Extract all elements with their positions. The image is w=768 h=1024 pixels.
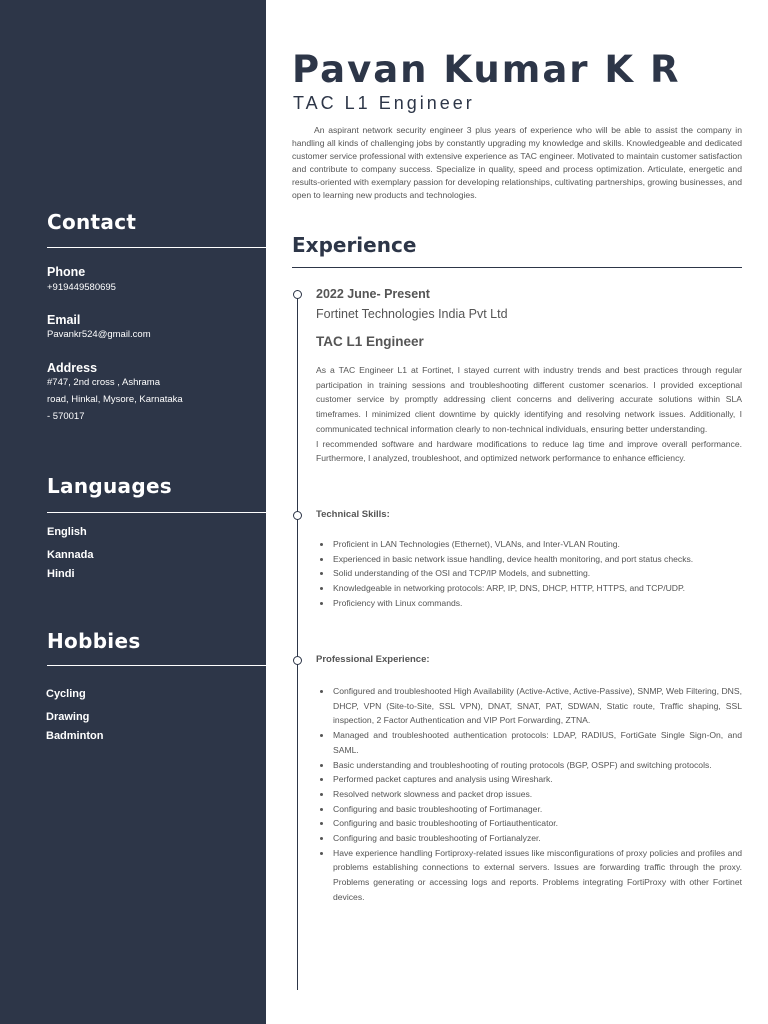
list-item: Configuring and basic troubleshooting of Fortiauthenticator. — [316, 816, 742, 831]
language-item: English — [47, 526, 87, 538]
list-item: Performed packet captures and analysis using Wireshark. — [316, 772, 742, 787]
address-line: road, Hinkal, Mysore, Karnataka — [47, 394, 183, 405]
timeline-line — [297, 290, 298, 990]
phone-value: +919449580695 — [47, 282, 116, 293]
languages-divider — [47, 512, 266, 513]
job-description-paragraph: I recommended software and hardware modifications to reduce lag time and improve overall performance. Furthermore, I analyzed, troubleshoot, and optimized network performance to enhance efficiency. — [316, 438, 742, 464]
language-item: Hindi — [47, 568, 75, 580]
contact-divider — [47, 247, 266, 248]
phone-label: Phone — [47, 265, 86, 279]
hobby-item: Cycling — [46, 688, 86, 700]
list-item: Solid understanding of the OSI and TCP/IP Models, and subnetting. — [316, 566, 742, 581]
language-item: Kannada — [47, 549, 94, 561]
list-item: Configuring and basic troubleshooting of Fortianalyzer. — [316, 831, 742, 846]
job-title: TAC L1 Engineer — [316, 334, 424, 349]
hobby-item: Badminton — [46, 730, 104, 742]
list-item: Have experience handling Fortiproxy-related issues like misconfigurations of proxy policies and profiles and problems establishing connections to external servers. Issues are forwarding traffic through the proxy. Problems generating or accessing logs and reports. Problems integrating FortiProxy with other Fortinet devices. — [316, 846, 742, 905]
list-item: Basic understanding and troubleshooting of routing protocols (BGP, OSPF) and switching protocols. — [316, 758, 742, 773]
address-label: Address — [47, 361, 98, 375]
timeline-dot — [293, 656, 302, 665]
experience-divider — [292, 267, 742, 268]
list-item: Managed and troubleshooted authentication protocols: LDAP, RADIUS, FortiGate Single Sign-On, and SAML. — [316, 728, 742, 757]
address-line: - 570017 — [47, 411, 85, 422]
languages-heading: Languages — [47, 474, 173, 498]
timeline-dot — [293, 290, 302, 299]
job-description-paragraph: As a TAC Engineer L1 at Fortinet, I stayed current with industry trends and best practices through regular participation in training sessions and troubleshooting different customer scenarios. I provided exceptional customer service by promptly addressing client concerns and delivering accurate solutions within SLA timeframes. I minimized client downtime by quickly identifying and resolving network issues. Additionally, I communicated technical information clearly to non-technical individuals, ensuring better understanding. — [316, 365, 742, 434]
sidebar — [0, 0, 266, 1024]
job-date: 2022 June- Present — [316, 287, 430, 301]
job-company: Fortinet Technologies India Pvt Ltd — [316, 307, 508, 321]
candidate-role: TAC L1 Engineer — [293, 93, 475, 113]
candidate-name: Pavan Kumar K R — [292, 48, 681, 91]
list-item: Resolved network slowness and packet drop issues. — [316, 787, 742, 802]
hobbies-divider — [47, 665, 266, 666]
job-description — [316, 363, 742, 466]
list-item: Proficiency with Linux commands. — [316, 596, 742, 611]
technical-skills-list — [316, 537, 742, 611]
list-item: Proficient in LAN Technologies (Ethernet), VLANs, and Inter-VLAN Routing. — [316, 537, 742, 552]
professional-experience-heading: Professional Experience: — [316, 654, 430, 665]
list-item: Knowledgeable in networking protocols: ARP, IP, DNS, DHCP, HTTP, HTTPS, and TCP/UDP. — [316, 581, 742, 596]
hobbies-heading: Hobbies — [47, 629, 141, 653]
contact-heading: Contact — [47, 210, 137, 234]
email-label: Email — [47, 313, 81, 327]
list-item: Configured and troubleshooted High Availability (Active-Active, Active-Passive), SNMP, Web Filtering, DNS, DHCP, VPN (Site-to-Site, SSL VPN), DNAT, SNAT, PAT, SDWAN, Static route, Traffic shaping, SSL inspection, 2 Factor Authentication and VIP Port Forwarding, ZTNA. — [316, 684, 742, 728]
timeline-dot — [293, 511, 302, 520]
technical-skills-heading: Technical Skills: — [316, 509, 390, 520]
profile-summary: An aspirant network security engineer 3 plus years of experience who will be able to assist the company in handling all kinds of challenging jobs by constantly upgrading my knowledge and skills. Knowledgeable and dedicated customer service professional with extensive experience as TAC engineer. Motivated to maintain customer satisfaction and contribute to company success. Specialize in quality, speed and process optimization. Articulate, energetic and results-oriented with exemplary passion for developing relationships, cultivating partnerships, growing businesses, and open to learning new products and technologies. — [292, 125, 742, 200]
list-item: Experienced in basic network issue handling, device health monitoring, and port status checks. — [316, 552, 742, 567]
hobby-item: Drawing — [46, 711, 90, 723]
professional-experience-list — [316, 684, 742, 905]
email-value: Pavankr524@gmail.com — [47, 329, 151, 340]
address-line: #747, 2nd cross , Ashrama — [47, 377, 161, 388]
experience-heading: Experience — [292, 233, 417, 257]
list-item: Configuring and basic troubleshooting of Fortimanager. — [316, 802, 742, 817]
